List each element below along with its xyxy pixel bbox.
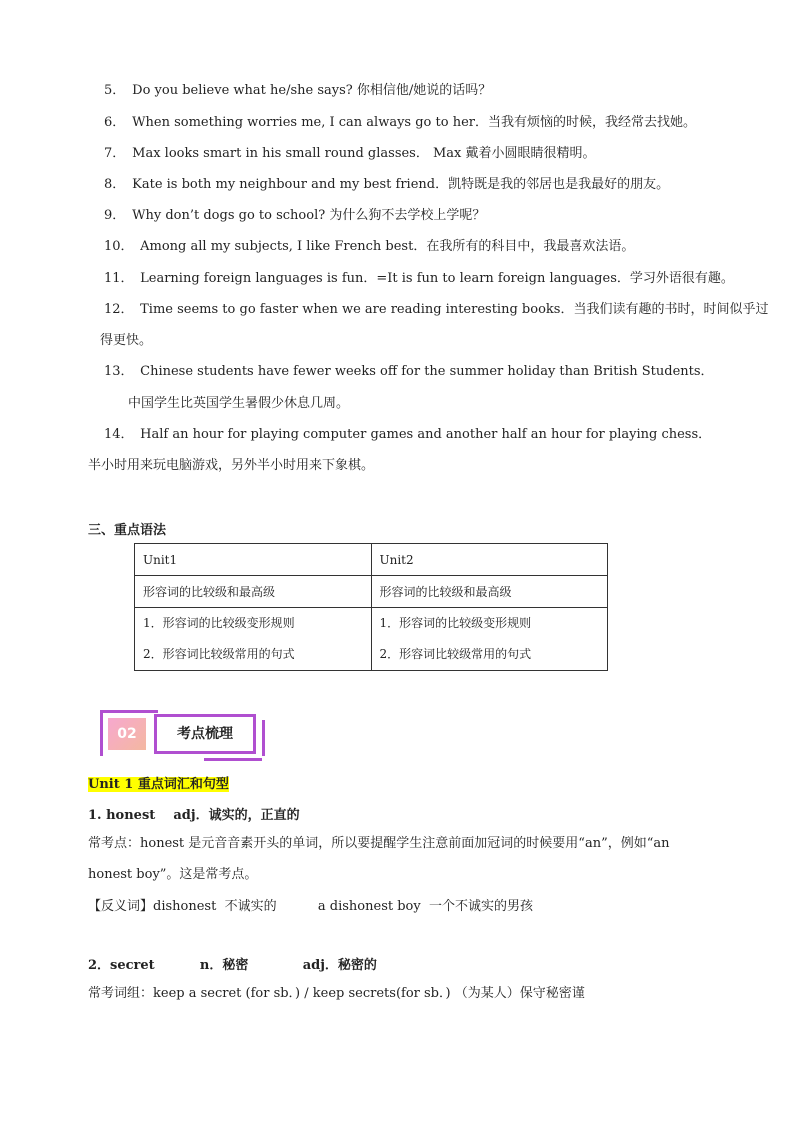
vocab-antonym: 【反义词】dishonest 不诚实的 a dishonest boy 一个不诚实的男孩 — [88, 899, 533, 914]
sentence-8 — [104, 176, 669, 194]
grammar-table — [134, 543, 608, 671]
sentence-13 — [104, 363, 714, 381]
banner-decoration — [100, 710, 158, 717]
vocab-item-secret: 2．secret n．秘密 adj．秘密的 — [88, 958, 377, 973]
vocab-note: 常考词组：keep a secret (for sb．) / keep secrets(for sb．) （为某人）保守秘密谨 — [88, 986, 585, 1001]
sentence-number: 12． — [104, 302, 134, 317]
sentence-7 — [104, 145, 596, 163]
sentence-5 — [104, 82, 491, 100]
grammar-item: 2．形容词比较级常用的句式 — [379, 647, 532, 661]
sentence-6 — [104, 114, 696, 132]
sentence-number: 5． — [104, 83, 126, 98]
table-cell-unit2-items — [371, 608, 608, 671]
table-cell-unit2-header: Unit2 — [371, 544, 608, 576]
sentence-text: Time seems to go faster when we are reading interesting books．当我们读有趣的书时，时间似乎过 — [140, 302, 769, 317]
vocab-note: 常考点：honest 是元音音素开头的单词，所以要提醒学生注意前面加冠词的时候要用“an”，例如“an — [88, 836, 670, 851]
unit1-heading — [88, 773, 229, 792]
sentence-number: 10． — [104, 239, 134, 254]
banner-number-badge: 02 — [108, 718, 146, 750]
table-cell-unit2-topic: 形容词的比较级和最高级 — [371, 576, 608, 608]
unit1-heading-text: Unit 1 重点词汇和句型 — [88, 777, 229, 792]
table-row — [135, 544, 608, 576]
grammar-item: 1．形容词的比较级变形规则 — [143, 616, 295, 630]
sentence-12-continuation: 得更快。 — [100, 333, 153, 348]
sentence-text: Max looks smart in his small round glasses． Max 戴着小圆眼睛很精明。 — [132, 146, 596, 161]
banner-decoration — [204, 754, 262, 761]
grammar-item: 2．形容词比较级常用的句式 — [143, 647, 295, 661]
table-row — [135, 576, 608, 608]
vocab-note: honest boy”。这是常考点。 — [88, 867, 258, 882]
sentence-text: When something worries me, I can always go to her．当我有烦恼的时候，我经常去找她。 — [132, 115, 696, 130]
sentence-9 — [104, 207, 485, 225]
sentence-14 — [104, 426, 711, 444]
sentence-number: 13． — [104, 364, 134, 379]
sentence-13-continuation: 中国学生比英国学生暑假少休息几周。 — [128, 396, 350, 411]
sentence-text: Why don’t dogs go to school? 为什么狗不去学校上学呢？ — [132, 208, 486, 223]
grammar-heading: 三、重点语法 — [88, 523, 167, 538]
sentence-10 — [104, 238, 634, 256]
sentence-number: 8． — [104, 177, 126, 192]
table-cell-unit1-items — [135, 608, 372, 671]
sentence-number: 9． — [104, 208, 126, 223]
sentence-number: 14． — [104, 427, 134, 442]
sentence-text: Among all my subjects, I like French best．在我所有的科目中，我最喜欢法语。 — [140, 239, 635, 254]
table-cell-unit1-header: Unit1 — [135, 544, 372, 576]
sentence-number: 6． — [104, 115, 126, 130]
sentence-text: Kate is both my neighbour and my best friend．凯特既是我的邻居也是我最好的朋友。 — [132, 177, 670, 192]
sentence-14-continuation: 半小时用来玩电脑游戏，另外半小时用来下象棋。 — [88, 458, 375, 473]
banner-title: 考点梳理 — [154, 714, 256, 754]
vocab-item-honest: 1. honest adj．诚实的，正直的 — [88, 808, 300, 823]
banner-decoration — [258, 720, 265, 756]
sentence-11 — [104, 270, 734, 288]
sentence-12 — [104, 301, 768, 319]
sentence-text: Learning foreign languages is fun．=It is fun to learn foreign languages．学习外语很有趣。 — [140, 271, 734, 286]
sentence-text: Half an hour for playing computer games and another half an hour for playing chess． — [140, 427, 712, 442]
sentence-text: Chinese students have fewer weeks off for the summer holiday than British Students． — [140, 364, 714, 379]
section-banner — [100, 710, 260, 756]
sentence-number: 11． — [104, 271, 134, 286]
sentence-text: Do you believe what he/she says? 你相信他/她说的话吗？ — [132, 83, 492, 98]
table-row — [135, 608, 608, 671]
sentence-number: 7． — [104, 146, 126, 161]
grammar-item: 1．形容词的比较级变形规则 — [379, 616, 532, 630]
table-cell-unit1-topic: 形容词的比较级和最高级 — [135, 576, 372, 608]
